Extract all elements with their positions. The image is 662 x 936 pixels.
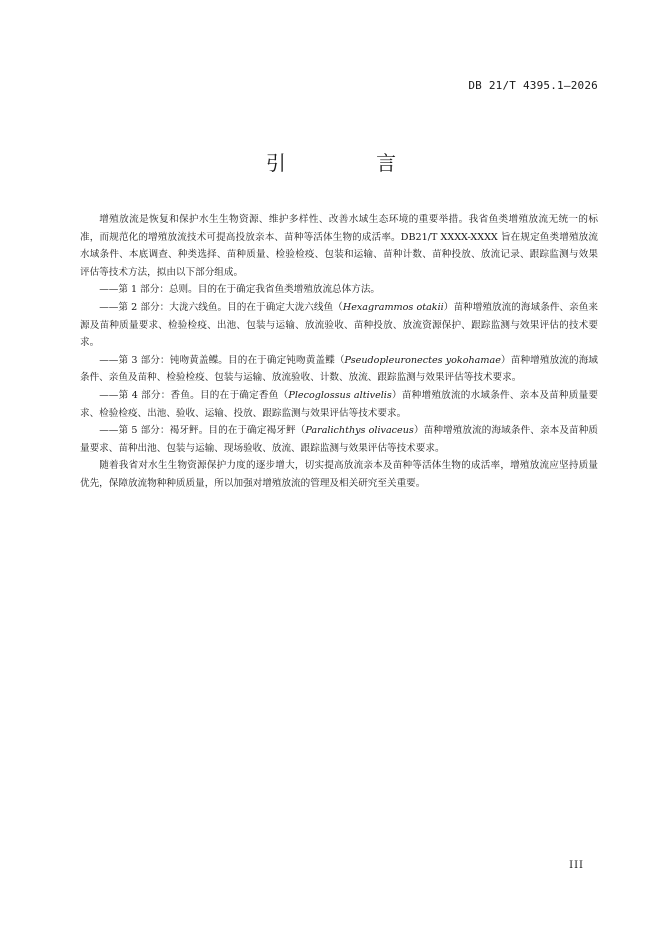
intro-paragraph: 增殖放流是恢复和保护水生生物资源、维护多样性、改善水域生态环境的重要举措。我省鱼类增殖放流无统一的标准，而规范化的增殖放流技术可提高投放亲本、苗种等活体生物的成活率。DB21/T XXXX-XXXX 旨在规定鱼类增殖放流水域条件、本底调查、种类选择、苗种质量、检验检疫、包装和运输、苗种计数、苗种投放、放流记录、跟踪监测与效果评估等技术方法，拟由以下部分组成。 [80,214,598,278]
part-3-latin-name: Pseudopleuronectes yokohamae [344,354,501,366]
part-5-paragraph [80,422,598,457]
part-3-paragraph [80,352,598,387]
part-4-paragraph [80,387,598,422]
part-2-latin-name: Hexagrammos otakii [342,301,444,313]
part-2-lead: ——第 2 部分：大泷六线鱼。目的在于确定大泷六线鱼（ [99,301,343,313]
part-4-tail: ）苗种增殖放流的水域条件、亲本及苗种质量要求、检验检疫、出池、验收、运输、投放、跟踪监测与效果评估等技术要求。 [80,389,599,419]
part-2-paragraph [80,299,598,352]
page-number: III [569,860,584,871]
part-4-latin-name: Plecoglossus altivelis [288,389,392,401]
part-5-latin-name: Paralichthys olivaceus [305,425,414,437]
closing-paragraph: 随着我省对水生生物资源保护力度的逐步增大，切实提高放流亲本及苗种等活体生物的成活率，增殖放流应坚持质量优先，保障放流物种种质质量，所以加强对增殖放流的管理及相关研究至关重要。 [80,460,598,489]
part-1-text: ——第 1 部分：总则。目的在于确定我省鱼类增殖放流总体方法。 [99,284,381,296]
part-3-tail: ）苗种增殖放流的海域条件、亲鱼及苗种、检验检疫、包装与运输、放流验收、计数、放流、跟踪监测与效果评估等技术要求。 [80,354,599,384]
section-title: 引 言 [265,151,439,175]
part-5-lead: ——第 5 部分：褐牙鲆。目的在于确定褐牙鲆（ [99,425,306,437]
part-5-tail: ）苗种增殖放流的海域条件、亲本及苗种质量要求、苗种出池、包装与运输、现场验收、放流、跟踪监测与效果评估等技术要求。 [80,425,599,454]
part-1-paragraph [80,281,598,299]
body-text [80,211,598,493]
part-3-lead: ——第 3 部分：钝吻黄盖鲽。目的在于确定钝吻黄盖鲽（ [99,354,345,366]
document-code: DB 21/T 4395.1—2026 [468,79,598,92]
part-4-lead: ——第 4 部分：香鱼。目的在于确定香鱼（ [99,389,289,401]
part-2-tail: ）苗种增殖放流的海域条件、亲鱼来源及苗种质量要求、检验检疫、出池、包装与运输、放流验收、苗种投放、放流资源保护、跟踪监测与效果评估的技术要求。 [80,301,599,349]
